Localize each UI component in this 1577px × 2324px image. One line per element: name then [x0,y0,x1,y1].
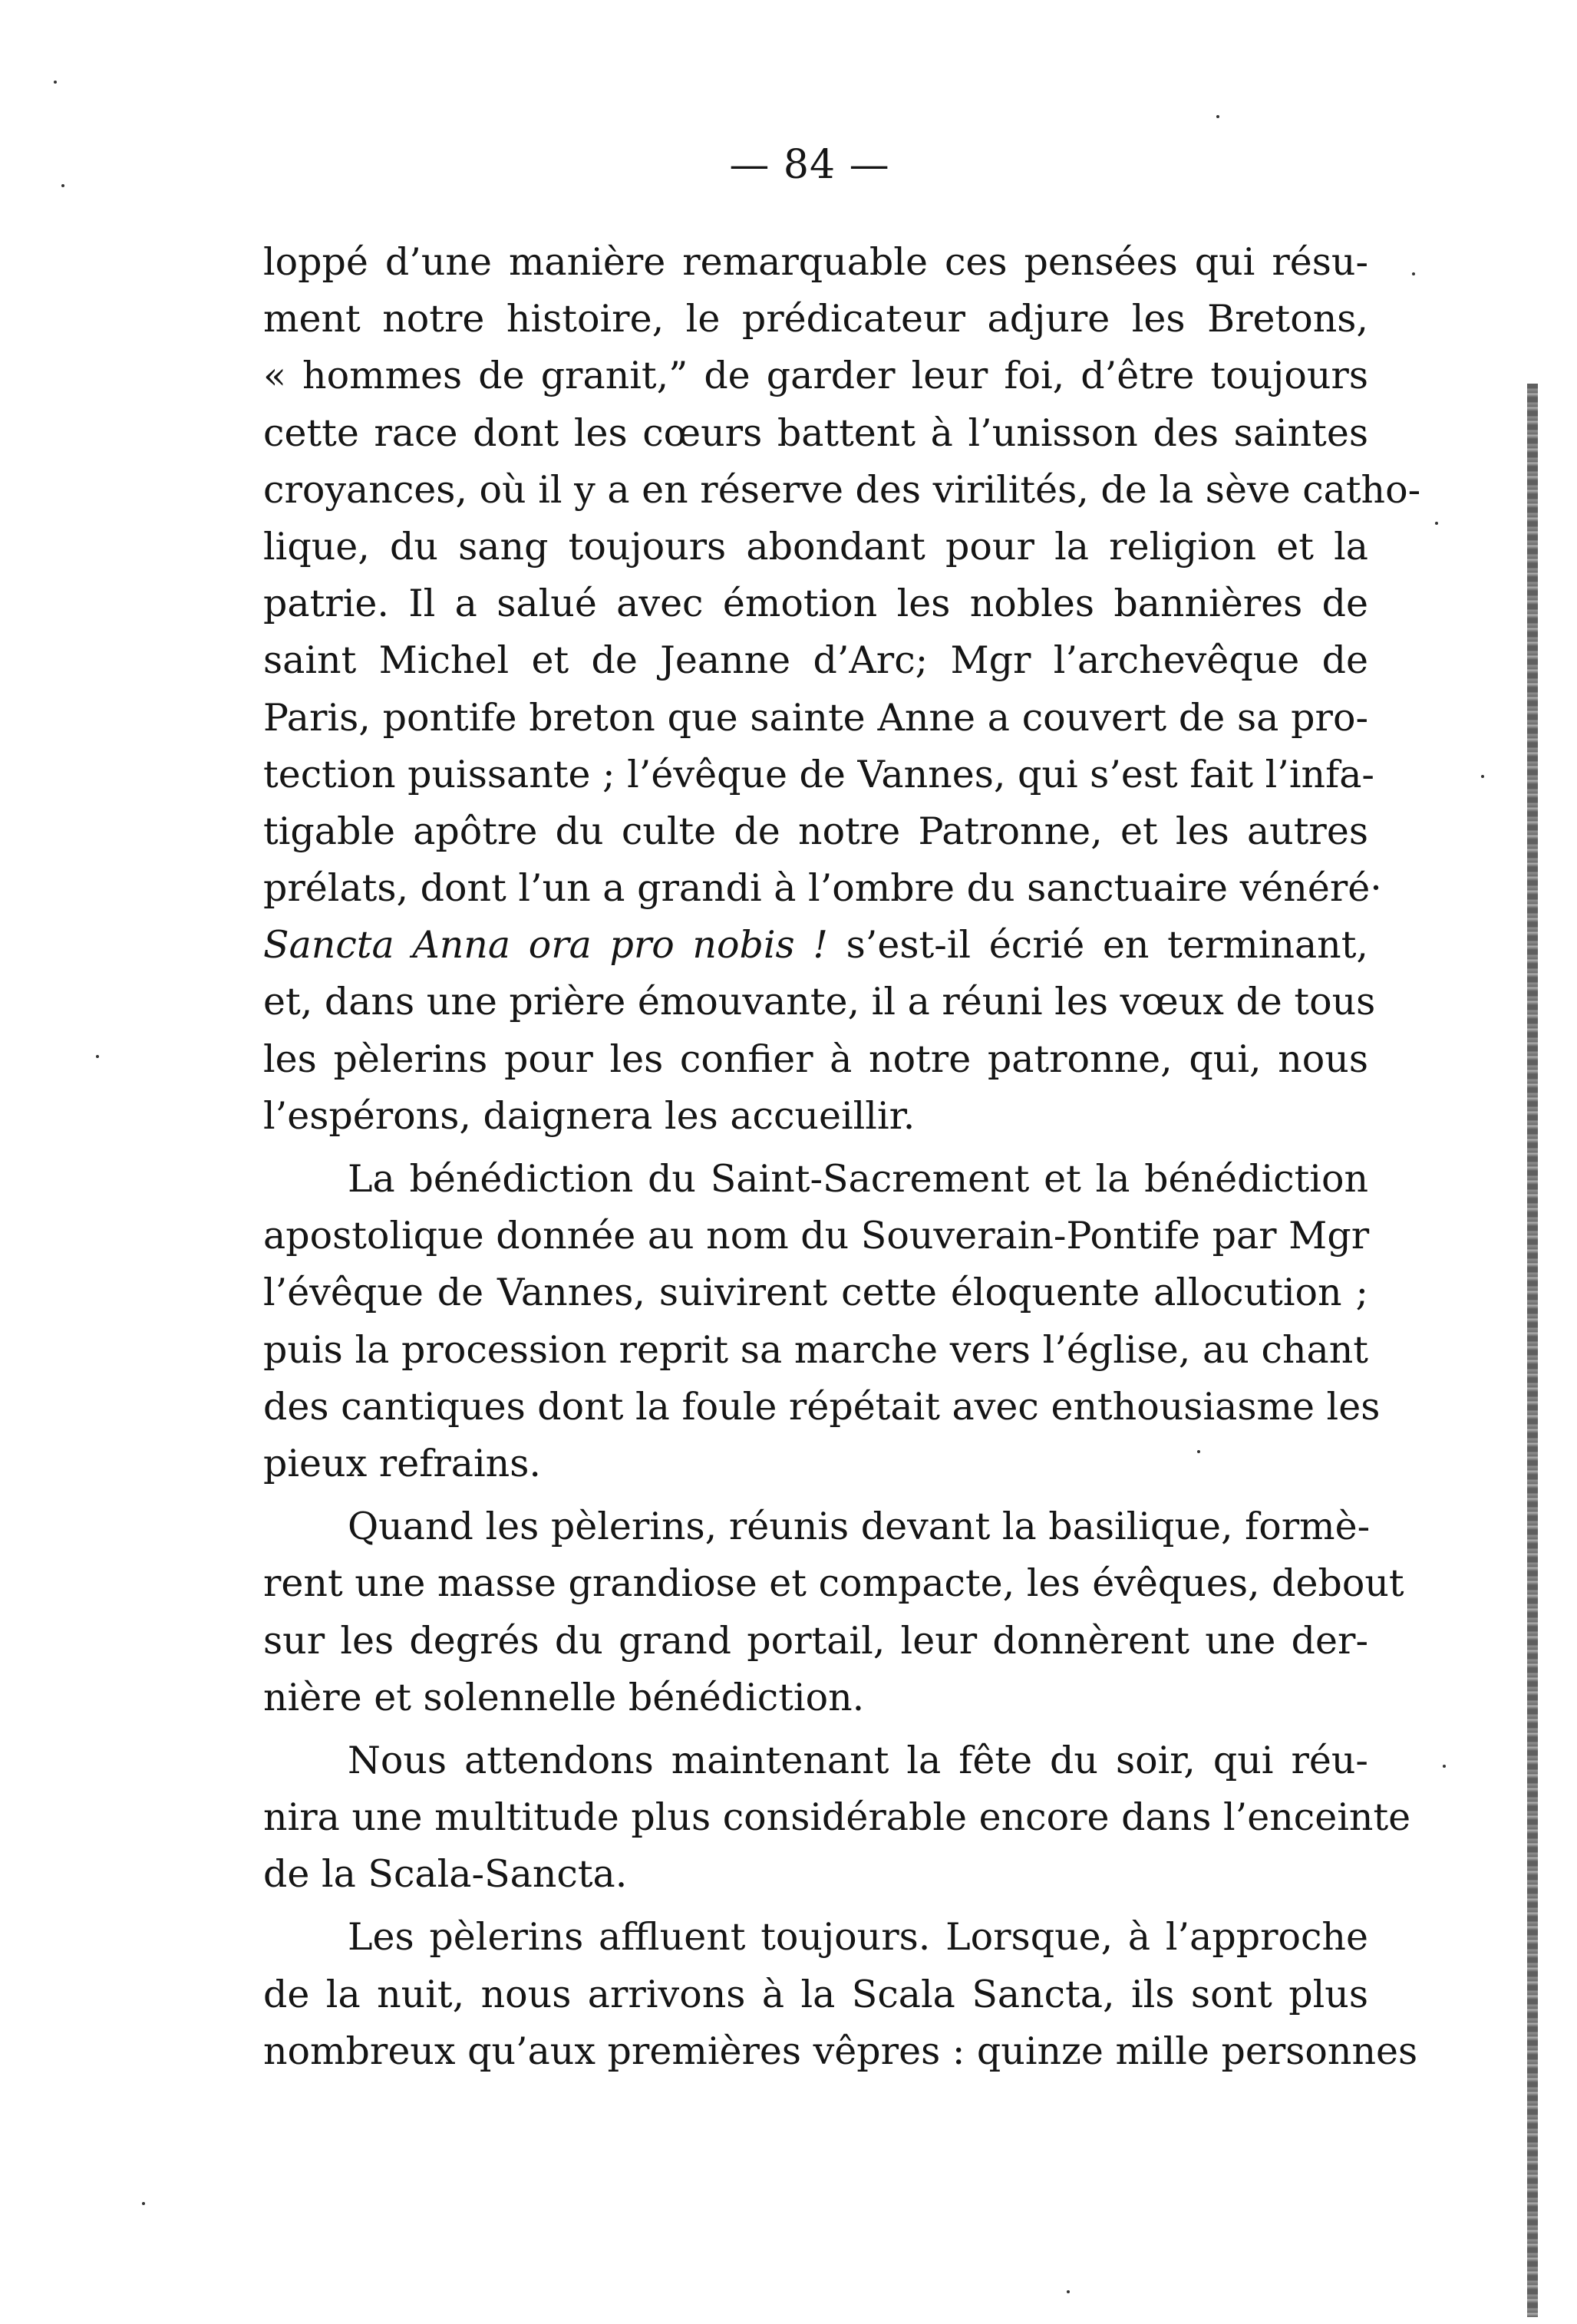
text-line: nira une multitude plus considérable encore dans l’enceinte [263,1795,1411,1840]
paragraph-gap [263,1145,1368,1151]
page-number: — 84 — [729,142,890,188]
text-line: de la nuit, nous arrivons à la Scala Sancta, ils sont plus [263,1972,1368,2016]
paragraph-gap [263,1492,1368,1498]
text-line: lique, du sang toujours abondant pour la religion et la [263,524,1368,569]
text-line: nombreux qu’aux premières vêpres : quinze mille personnes [263,2029,1418,2073]
text-line: saint Michel et de Jeanne d’Arc; Mgr l’archevêque de [263,638,1368,683]
paragraph-gap [263,1903,1368,1909]
scan-speck [1216,115,1219,118]
text-line: loppé d’une manière remarquable ces pensées qui résu- [263,240,1368,284]
text-line: sur les degrés du grand portail, leur donnèrent une der- [263,1618,1368,1663]
text-line: ment notre histoire, le prédicateur adjure les Bretons, [263,297,1368,341]
text-line: cette race dont les cœurs battent à l’unisson des saintes [263,410,1368,455]
scan-speck [1067,2290,1070,2293]
body-text [263,234,1421,2080]
scan-speck [1197,1450,1200,1453]
text-line-italic-invocation [263,917,1368,974]
binding-edge-shadow [1527,384,1538,2317]
latin-invocation: Sancta Anna ora pro nobis ! [263,923,828,968]
text-line: et, dans une prière émouvante, il a réuni les vœux de tous [263,980,1376,1024]
text-line: de la Scala-Sancta. [263,1852,628,1897]
scan-speck [1412,272,1415,275]
scan-speck [1435,522,1438,525]
text-line: l’espérons, daignera les accueillir. [263,1093,916,1138]
scan-speck [1443,1765,1446,1768]
scan-speck [54,81,57,84]
paragraph-gap [263,1726,1368,1732]
text-line: apostolique donnée au nom du Souverain-Pontife par Mgr [263,1214,1370,1258]
text-line: rent une masse grandiose et compacte, les évêques, debout [263,1561,1404,1606]
text-line: nière et solennelle bénédiction. [263,1675,865,1719]
text-line: Les pèlerins affluent toujours. Lorsque, à l’approche [348,1915,1368,1960]
text-line: Nous attendons maintenant la fête du soir, qui réu- [348,1738,1368,1782]
paragraph-1 [263,234,1421,1145]
text-line: tigable apôtre du culte de notre Patronne, et les autres [263,809,1368,853]
text-line: Quand les pèlerins, réunis devant la basilique, formè- [348,1505,1371,1549]
text-line: Paris, pontife breton que sainte Anne a couvert de sa pro- [263,695,1368,740]
paragraph-2 [263,1151,1381,1492]
text-line: « hommes de granit,” de garder leur foi, d’être toujours [263,354,1368,398]
scan-speck [96,1055,99,1058]
invocation-continuation: s’est-il écrié en terminant, [828,923,1368,968]
paragraph-3 [263,1498,1404,1726]
paragraph-4 [263,1732,1411,1904]
text-line: croyances, où il y a en réserve des virilités, de la sève catho- [263,467,1421,512]
text-line: patrie. Il a salué avec émotion les nobles bannières de [263,582,1368,626]
text-line: pieux refrains. [263,1441,541,1485]
scan-speck [61,184,64,187]
text-line: puis la procession reprit sa marche vers l’église, au chant [263,1327,1368,1372]
text-line: La bénédiction du Saint-Sacrement et la bénédiction [348,1157,1368,1201]
paragraph-5 [263,1909,1418,2080]
scan-speck [142,2202,145,2205]
text-line: des cantiques dont la foule répétait avec enthousiasme les [263,1384,1381,1429]
text-line: tection puissante ; l’évêque de Vannes, qui s’est fait l’infa- [263,752,1374,796]
text-line: les pèlerins pour les confier à notre patronne, qui, nous [263,1037,1368,1081]
scan-speck [1481,775,1484,778]
text-line: prélats, dont l’un a grandi à l’ombre du sanctuaire vénéré· [263,866,1382,911]
text-line: l’évêque de Vannes, suivirent cette éloquente allocution ; [263,1271,1368,1315]
